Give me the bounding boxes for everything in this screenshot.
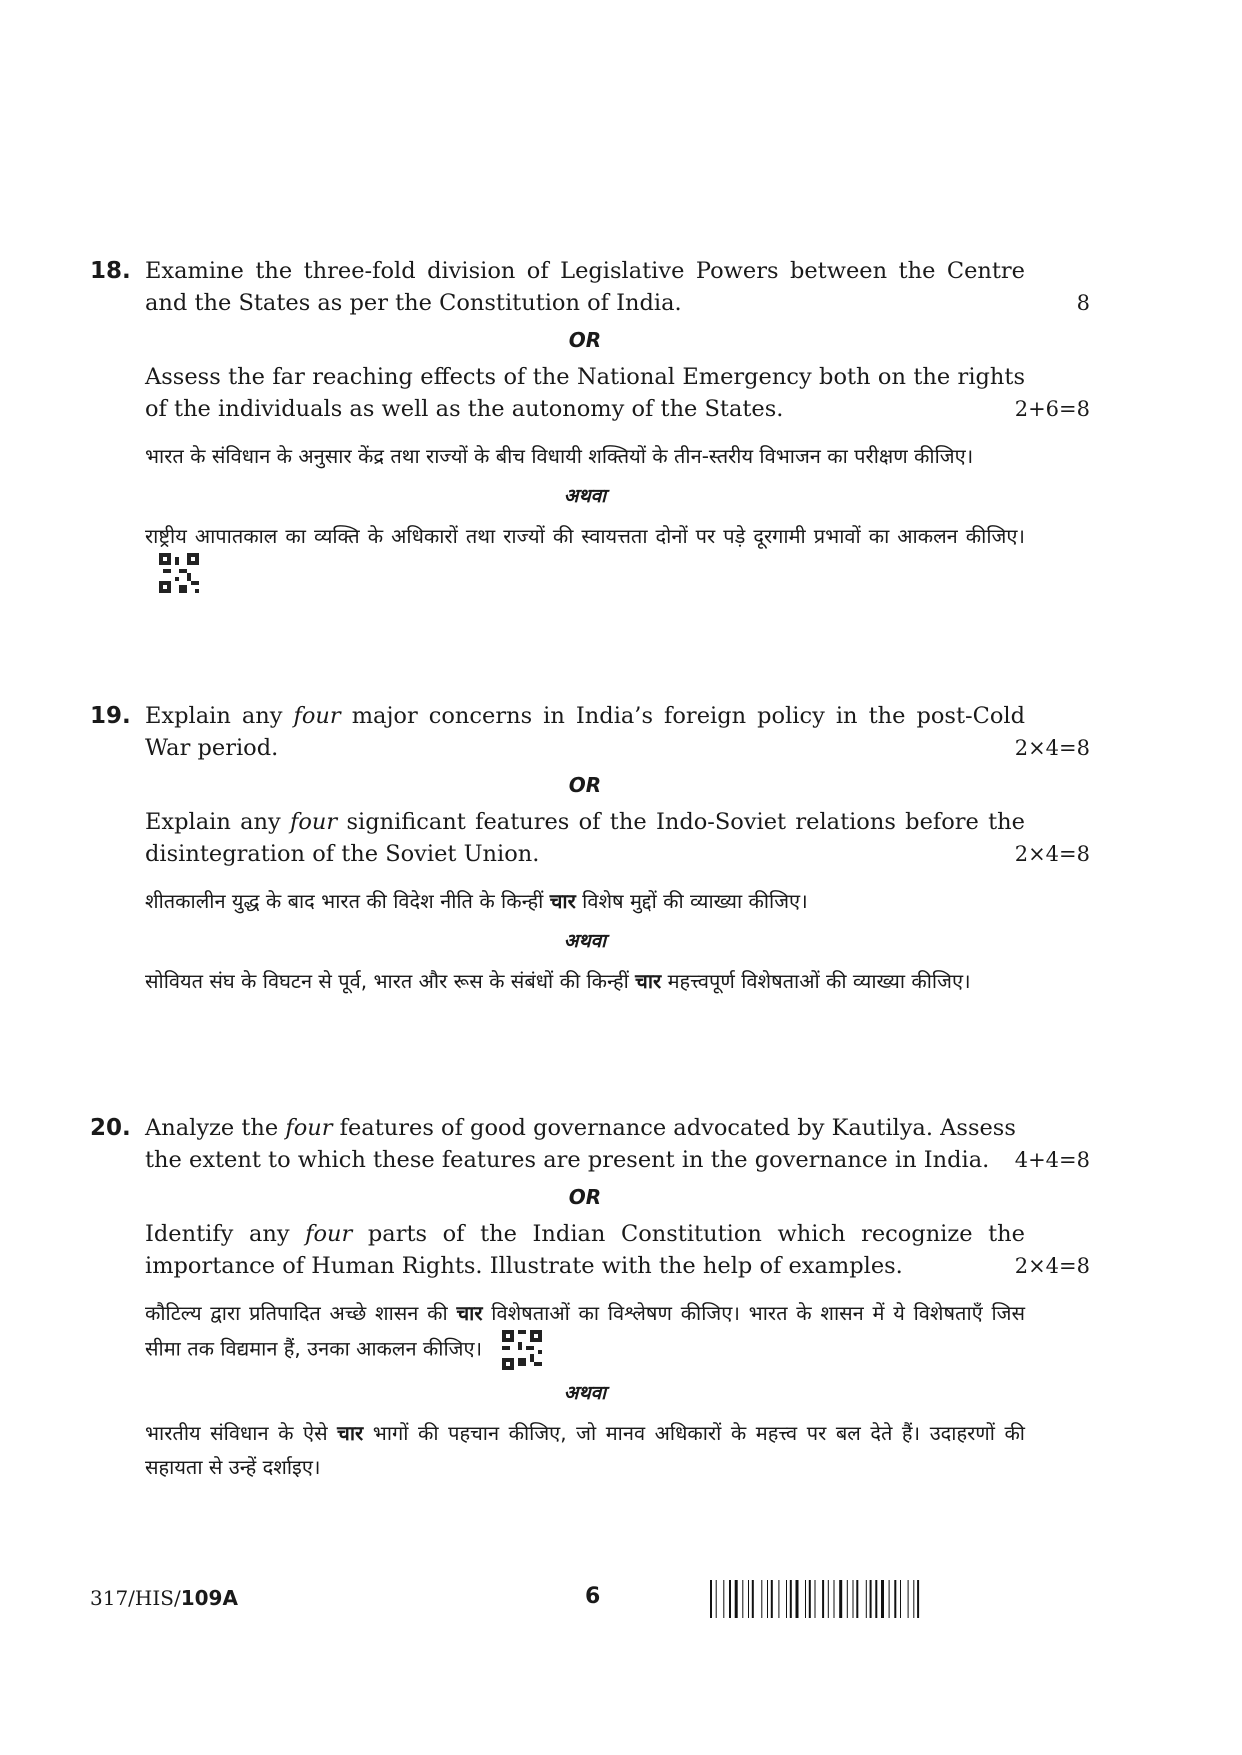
text-line: importance of Human Rights. Illustrate with the help of examples. [145, 1253, 903, 1279]
english-alternative [145, 361, 1090, 425]
text-line: the extent to which these features are present in the governance in India. [145, 1147, 990, 1173]
marks: 2×4=8 [1014, 1254, 1090, 1278]
hindi-segment: महत्त्वपूर्ण विशेषताओं की व्याख्या कीजिए। [661, 969, 971, 993]
hindi-emphasis: चार [337, 1421, 364, 1445]
text-segment: Identify any [145, 1221, 306, 1247]
page-number: 6 [585, 1584, 601, 1609]
athva-label: अथवा [563, 485, 607, 507]
paper-code-prefix: 317/HIS/ [90, 1586, 181, 1610]
marks: 2+6=8 [1014, 397, 1090, 421]
hindi-emphasis: चार [549, 889, 576, 913]
barcode-icon [710, 1580, 1000, 1618]
hindi-segment: विशेषताओं का विश्लेषण कीजिए। भारत के शासन में ये विशेषताएँ जिस सीमा तक विद्यमान हैं, उनका आकलन कीजिए। [145, 1301, 1025, 1361]
hindi-question: भारत के संविधान के अनुसार केंद्र तथा राज्यों के बीच विधायी शक्तियों के तीन-स्तरीय विभाजन का परीक्षण कीजिए। [145, 444, 974, 468]
question-number: 18. [90, 258, 131, 284]
hindi-alternative [145, 964, 1090, 998]
text-line: War period. [145, 735, 279, 761]
question-number: 19. [90, 703, 131, 729]
text-segment: Explain any [145, 809, 291, 835]
qr-code-icon [502, 1330, 542, 1370]
hindi-segment: भागों की पहचान कीजिए, जो मानव अधिकारों के महत्त्व पर बल देते हैं। उदाहरणों की सहायता से उन्हें दर्शाइए। [145, 1421, 1025, 1479]
text-line [145, 1218, 1025, 1250]
page-footer [90, 1580, 1090, 1620]
text-line [145, 806, 1025, 838]
text-segment: Explain any [145, 703, 294, 729]
text-segment: Analyze the [145, 1115, 286, 1141]
english-question [145, 255, 1090, 319]
marks: 2×4=8 [1014, 842, 1090, 866]
english-alternative [145, 1218, 1090, 1282]
question-body [145, 1112, 1090, 1484]
hindi-question [145, 884, 1090, 918]
question-body [145, 255, 1090, 593]
hindi-segment: विशेष मुद्दों की व्याख्या कीजिए। [575, 889, 808, 913]
english-question [145, 700, 1090, 764]
or-label: OR [568, 328, 602, 352]
text-line [145, 700, 1025, 732]
text-line: Assess the far reaching effects of the National Emergency both on the rights [145, 364, 1025, 390]
or-label: OR [568, 773, 602, 797]
hindi-alternative [145, 1416, 1090, 1484]
text-segment: major concerns in India’s foreign policy in the post-Cold [340, 703, 1025, 729]
emphasis: four [305, 1221, 353, 1247]
hindi-text: राष्ट्रीय आपातकाल का व्यक्ति के अधिकारों तथा राज्यों की स्वायत्तता दोनों पर पड़े दूरगामी प्रभावों का आकलन कीजिए। [145, 524, 1025, 548]
question-number: 20. [90, 1115, 131, 1141]
text-line: of the individuals as well as the autonomy of the States. [145, 396, 784, 422]
qr-code-icon [159, 553, 199, 593]
question-body [145, 700, 1090, 998]
hindi-segment: कौटिल्य द्वारा प्रतिपादित अच्छे शासन की [145, 1301, 457, 1325]
marks: 2×4=8 [1014, 736, 1090, 760]
athva-label: अथवा [563, 930, 607, 952]
hindi-emphasis: चार [456, 1301, 483, 1325]
text-line: Examine the three-fold division of Legislative Powers between the Centre [145, 258, 1025, 284]
or-label: OR [568, 1185, 602, 1209]
english-question [145, 1112, 1090, 1176]
text-line [145, 1112, 1090, 1144]
emphasis: four [293, 703, 341, 729]
emphasis: four [290, 809, 338, 835]
hindi-segment: शीतकालीन युद्ध के बाद भारत की विदेश नीति के किन्हीं [145, 889, 550, 913]
hindi-segment: भारतीय संविधान के ऐसे [145, 1421, 338, 1445]
athva-label: अथवा [563, 1382, 607, 1404]
marks: 8 [1076, 291, 1090, 315]
paper-code [90, 1586, 238, 1610]
text-line: and the States as per the Constitution of India. [145, 290, 682, 316]
text-segment: parts of the Indian Constitution which recognize the [352, 1221, 1025, 1247]
text-segment: significant features of the Indo-Soviet relations before the [337, 809, 1025, 835]
marks: 4+4=8 [1014, 1148, 1090, 1172]
hindi-question [145, 1296, 1090, 1370]
hindi-segment: सोवियत संघ के विघटन से पूर्व, भारत और रूस के संबंधों की किन्हीं [145, 969, 636, 993]
text-segment: features of good governance advocated by Kautilya. Assess [332, 1115, 1016, 1141]
paper-code-set: 109A [180, 1586, 238, 1610]
emphasis: four [285, 1115, 333, 1141]
english-alternative [145, 806, 1090, 870]
hindi-emphasis: चार [635, 969, 662, 993]
text-line: disintegration of the Soviet Union. [145, 841, 540, 867]
hindi-alternative [145, 519, 1090, 593]
